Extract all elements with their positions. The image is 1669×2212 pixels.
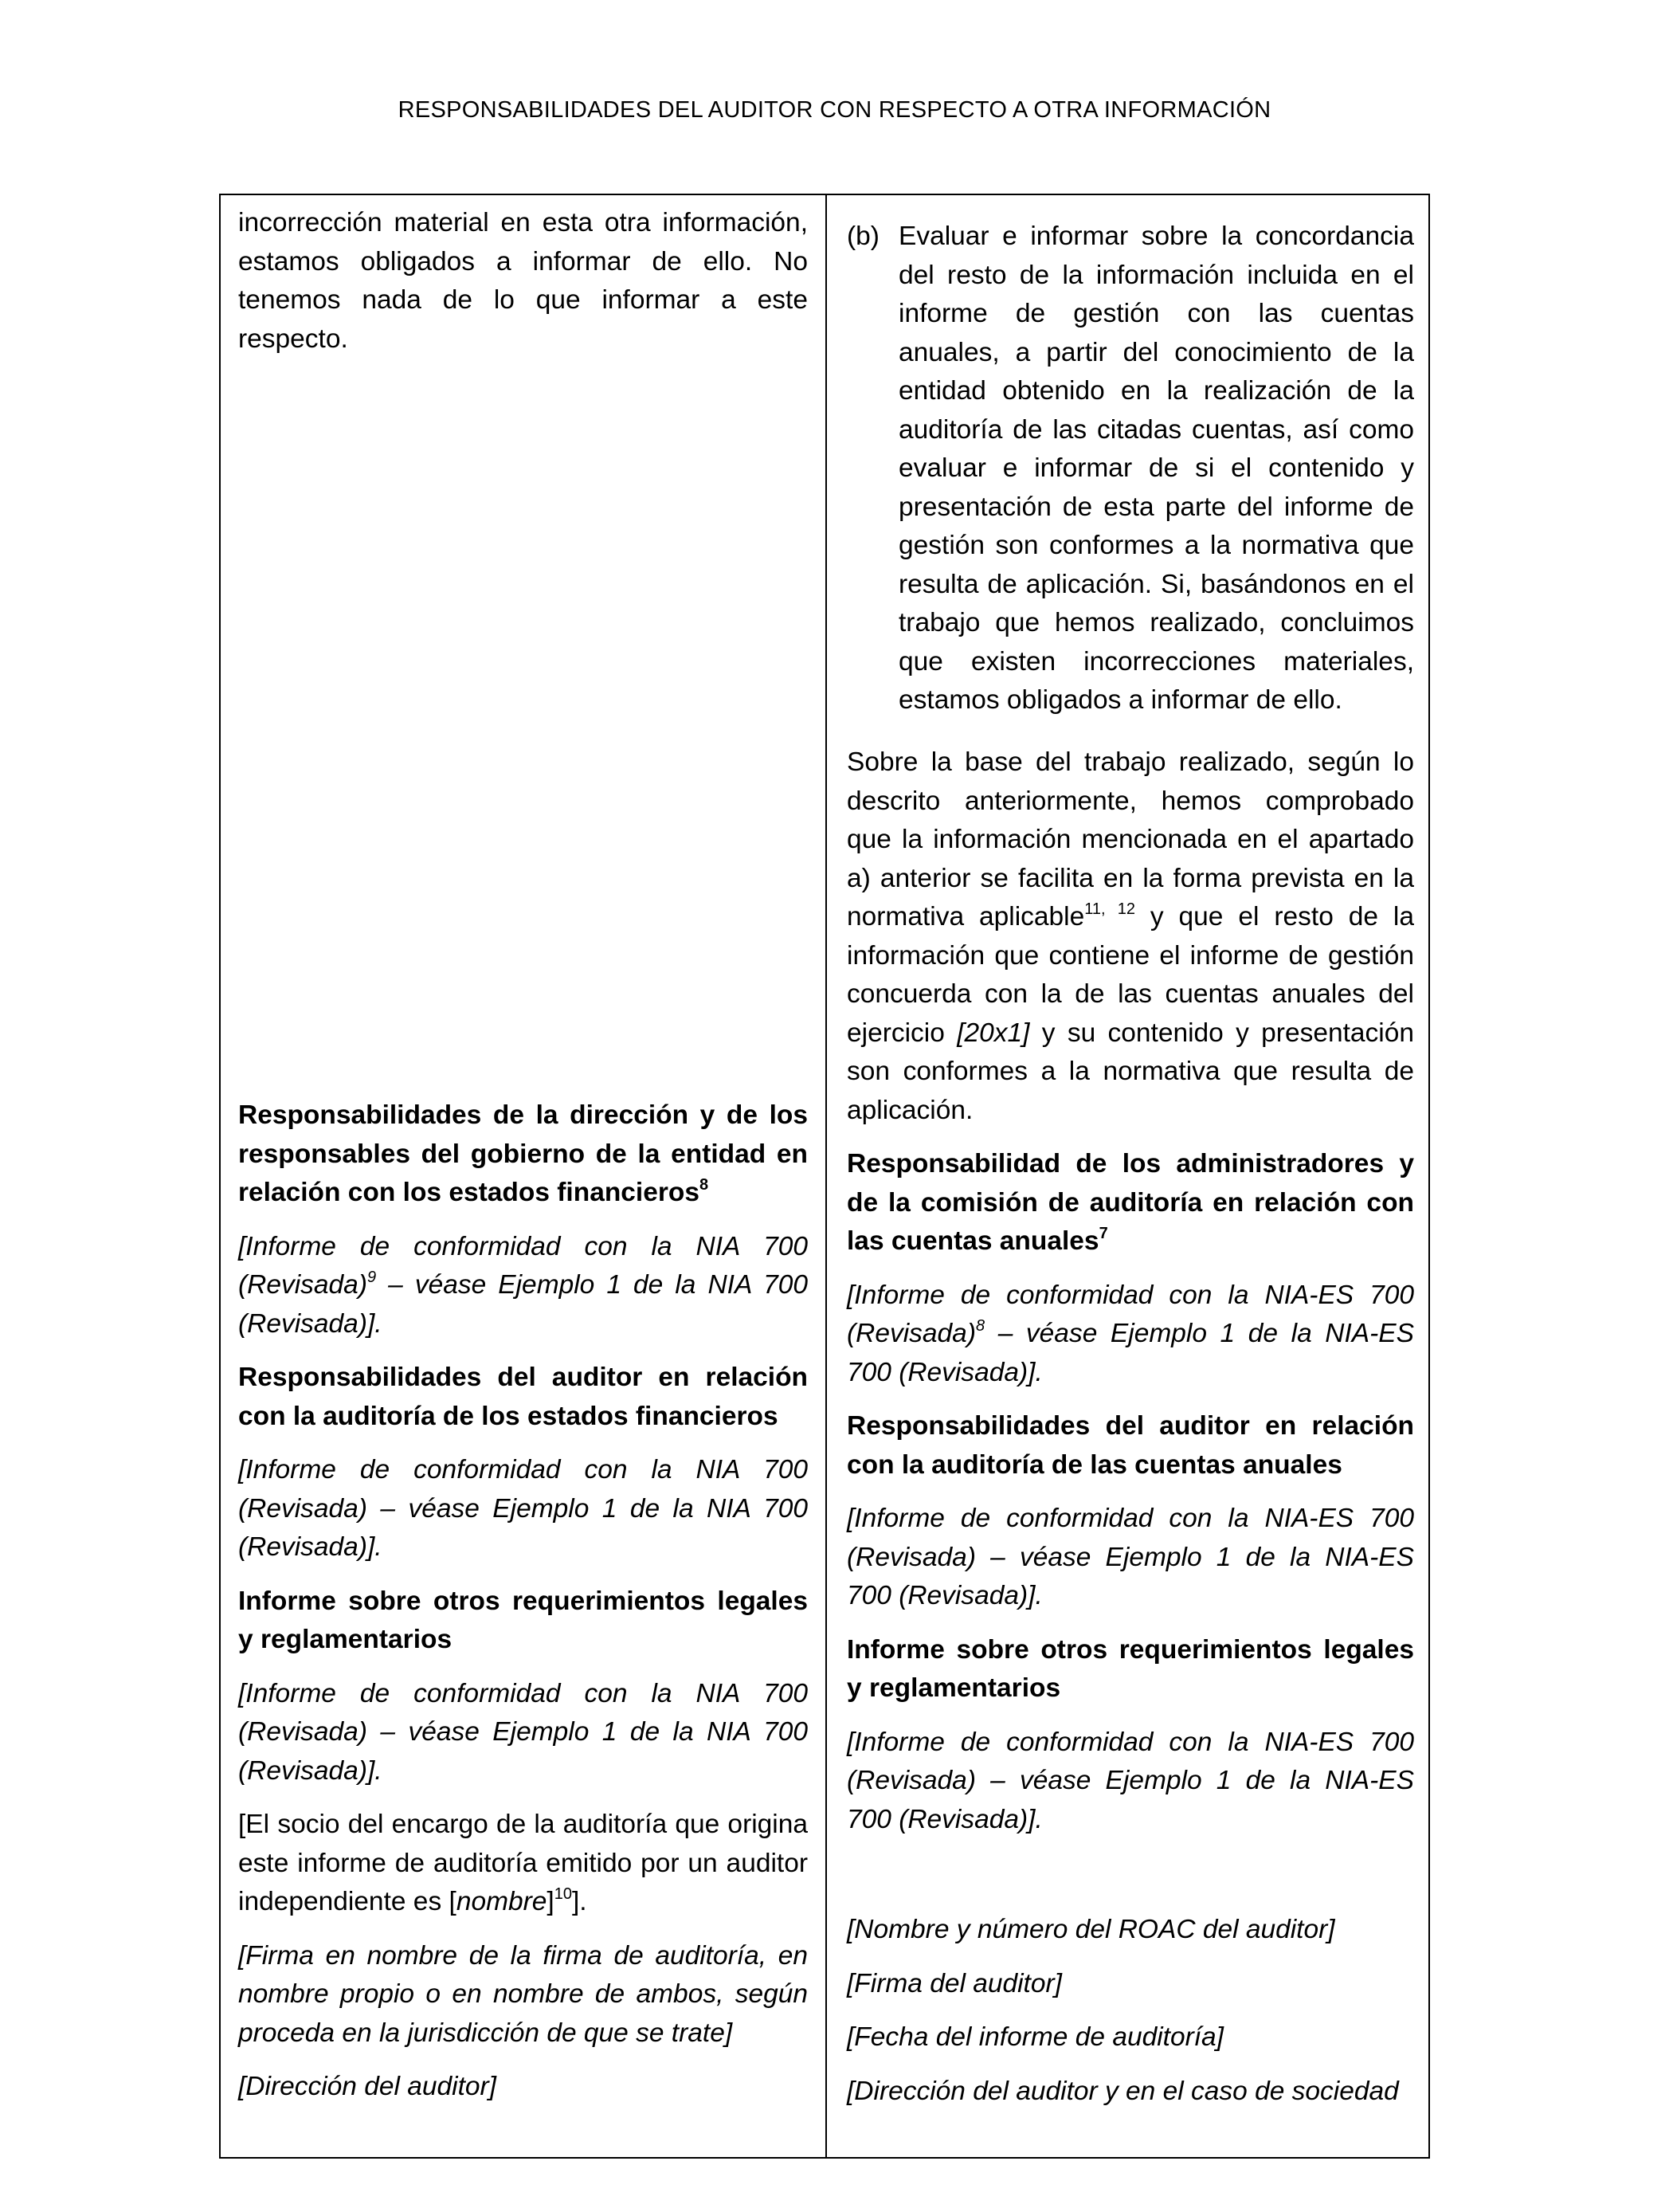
right-report-note-1: [Informe de conformidad con la NIA-ES 700 (Revisada)$^8$ – véase Ejemplo 1 de la NIA-ES 700 (Revisada)]. (847, 1280, 1414, 1387)
right-heading-administrators-responsibility: Responsabilidad de los administradores y de la comisión de auditoría en relación con las cuentas anuales$^7$ (847, 1149, 1414, 1256)
left-lower-section (238, 1096, 808, 2107)
left-intro-paragraph: incorrección material en esta otra información, estamos obligados a informar de ello. No tenemos nada de lo que informar a este respecto. (238, 208, 808, 354)
right-heading-auditor-responsibilities: Responsabilidades del auditor en relación con la auditoría de las cuentas anuales (847, 1411, 1414, 1480)
footnote-ref: 8 (699, 1175, 709, 1194)
right-auditor-address: [Dirección del auditor y en el caso de sociedad (847, 2076, 1399, 2106)
left-report-note-1: [Informe de conformidad con la NIA 700 (Revisada)$^9$ – véase Ejemplo 1 de la NIA 700 (Revisada)]. (238, 1231, 808, 1339)
right-signature-block (847, 1911, 1414, 2111)
left-report-note-2: [Informe de conformidad con la NIA 700 (Revisada) – véase Ejemplo 1 de la NIA 700 (Revisada)]. (238, 1455, 808, 1562)
footnote-ref: 7 (1099, 1224, 1108, 1242)
footnote-ref: 9 (366, 1268, 377, 1286)
footnote-ref: 8 (975, 1316, 985, 1335)
right-column (827, 195, 1428, 2157)
left-engagement-partner-paragraph: [El socio del encargo de la auditoría que origina este informe de auditoría emitido por un auditor independiente es [nombre]$^{10}$]. (238, 1810, 808, 1916)
left-heading-management-responsibilities: Responsabilidades de la dirección y de los responsables del gobierno de la entidad en relación con los estados financieros$^8$ (238, 1100, 808, 1207)
footnote-ref: 10 (554, 1885, 572, 1903)
item-b-label: (b) (847, 222, 880, 251)
footnote-ref: 11, 12 (1084, 900, 1135, 918)
right-report-date: [Fecha del informe de auditoría] (847, 2022, 1224, 2052)
right-item-b (847, 218, 1414, 720)
right-auditor-signature: [Firma del auditor] (847, 1968, 1062, 1998)
left-heading-auditor-responsibilities: Responsabilidades del auditor en relación con la auditoría de los estados financieros (238, 1363, 808, 1431)
left-auditor-address: [Dirección del auditor] (238, 2072, 496, 2101)
left-report-note-3: [Informe de conformidad con la NIA 700 (Revisada) – véase Ejemplo 1 de la NIA 700 (Revisada)]. (238, 1678, 808, 1786)
item-b-text: Evaluar e informar sobre la concordancia del resto de la información incluida en el informe de gestión con las cuentas anuales, a partir del conocimiento de la entidad obtenido en la realización de la auditoría de las citadas cuentas, así como evaluar e informar de si el contenido y presentación de esta parte del informe de gestión son conformes a la normativa que resulta de aplicación. Si, basándonos en el trabajo que hemos realizado, concluimos que existen incorrecciones materiales, estamos obligados a informar de ello. (899, 222, 1414, 715)
right-conclusion-paragraph: Sobre la base del trabajo realizado, según lo descrito anteriormente, hemos comprobado que la información mencionada en el apartado a) anterior se facilita en la forma prevista en la normativa aplicable$^{11, 12}$ y que el resto de la información que contiene el informe de gestión concuerda con la de las cuentas anuales del ejercicio [20x1] y su contenido y presentación son conformes a la normativa que resulta de aplicación. (847, 747, 1414, 1125)
right-report-note-2: [Informe de conformidad con la NIA-ES 700 (Revisada) – véase Ejemplo 1 de la NIA-ES 700 (Revisada)]. (847, 1504, 1414, 1610)
left-signature-note: [Firma en nombre de la firma de auditoría, en nombre propio o en nombre de ambos, según proceda en la jurisdicción de que se trate] (238, 1940, 808, 2048)
right-report-note-3: [Informe de conformidad con la NIA-ES 700 (Revisada) – véase Ejemplo 1 de la NIA-ES 700 (Revisada)]. (847, 1727, 1414, 1834)
right-lower-section (847, 743, 1414, 1839)
right-heading-legal-requirements: Informe sobre otros requerimientos legales y reglamentarios (847, 1634, 1414, 1703)
running-header: RESPONSABILIDADES DEL AUDITOR CON RESPECTO A OTRA INFORMACIÓN (398, 97, 1271, 123)
right-roac-name: [Nombre y número del ROAC del auditor] (847, 1915, 1335, 1944)
left-heading-legal-requirements: Informe sobre otros requerimientos legales y reglamentarios (238, 1586, 808, 1654)
two-column-table (219, 194, 1430, 2159)
left-column (221, 195, 827, 2157)
